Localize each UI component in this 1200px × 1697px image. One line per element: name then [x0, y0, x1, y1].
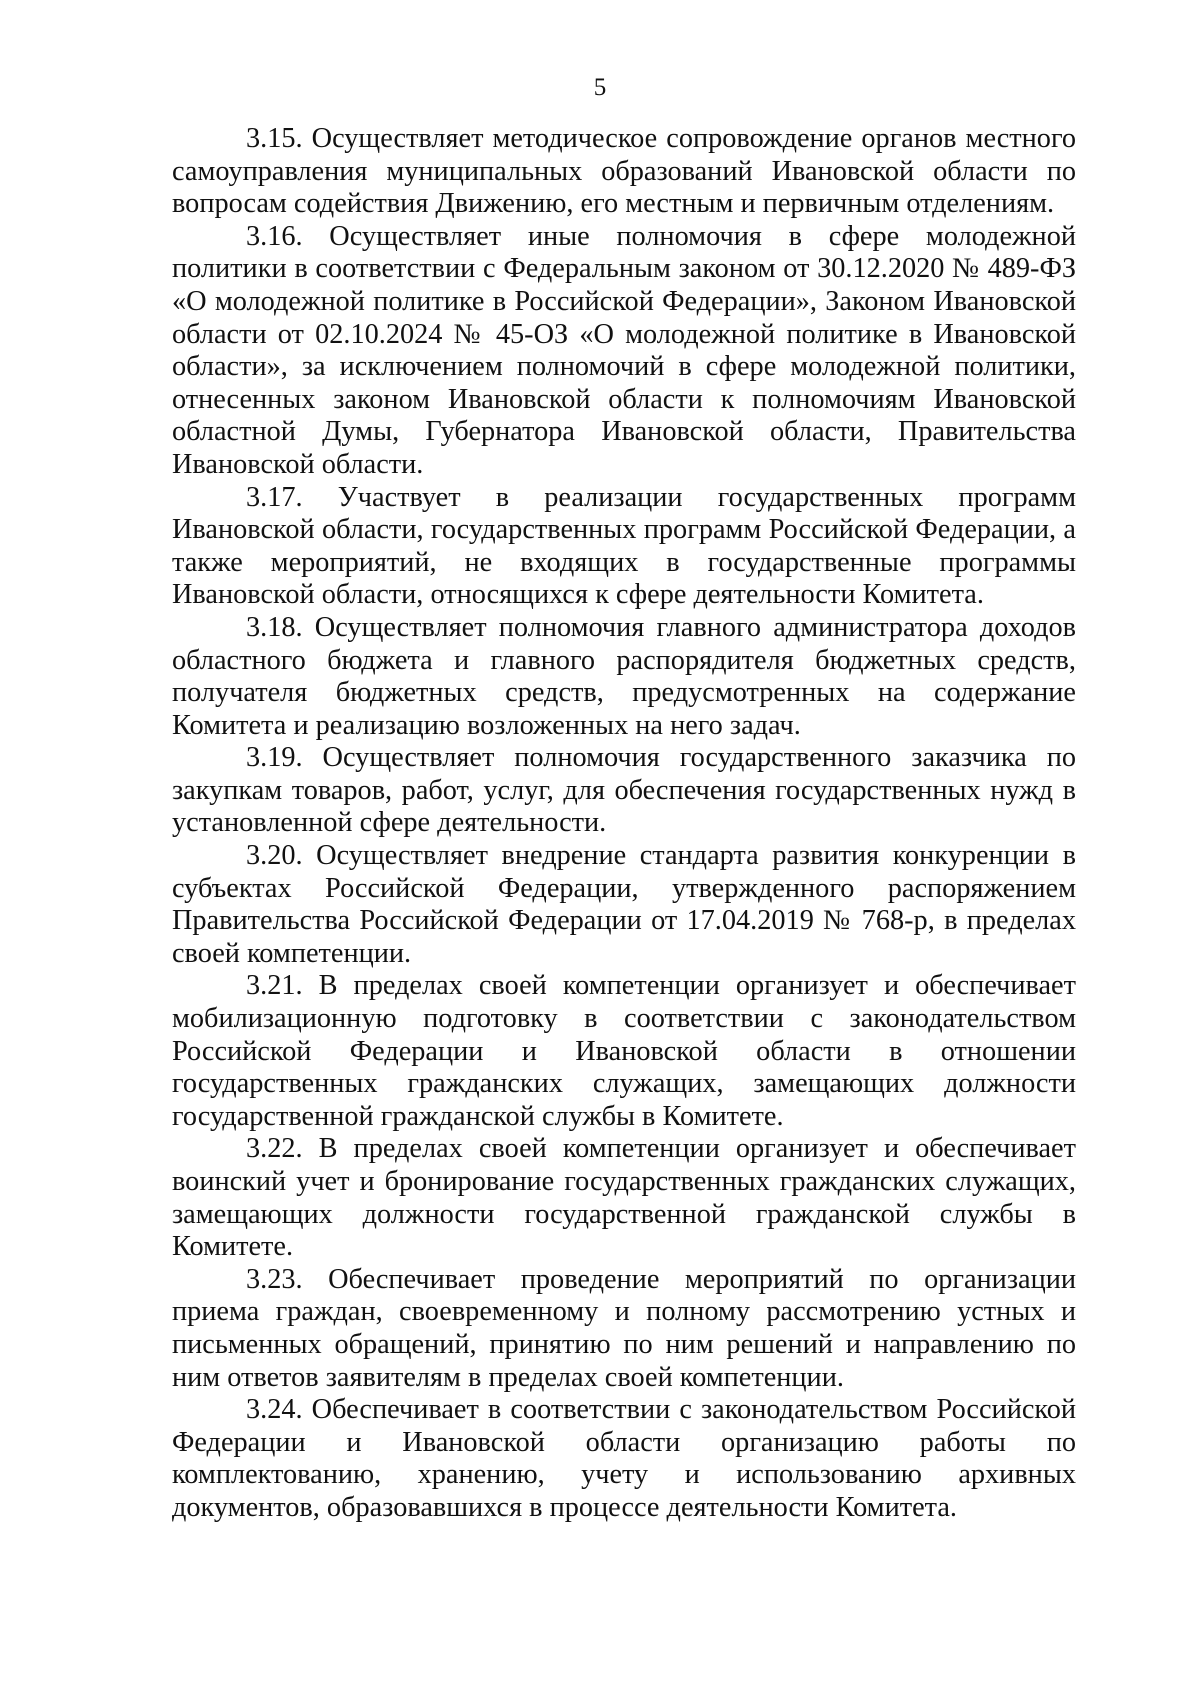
clause-3-19: 3.19. Осуществляет полномочия государственного заказчика по закупкам товаров, работ, услуг, для обеспечения государственных нужд в установленной сфере деятельности. [172, 742, 1076, 839]
clause-3-17: 3.17. Участвует в реализации государственных программ Ивановской области, государственных программ Российской Федерации, а также мероприятий, не входящих в государственные программы Ивановской области, относящихся к сфере деятельности Комитета. [172, 481, 1076, 611]
clause-3-21: 3.21. В пределах своей компетенции организует и обеспечивает мобилизационную подготовку в соответствии с законодательством Российской Федерации и Ивановской области в отношении государственных гражданских служащих, замещающих должности государственной гражданской службы в Комитете. [172, 970, 1076, 1132]
document-body [172, 123, 1076, 1525]
clause-3-16: 3.16. Осуществляет иные полномочия в сфере молодежной политики в соответствии с Федеральным законом от 30.12.2020 № 489-ФЗ «О молодежной политике в Российской Федерации», Законом Ивановской области от 02.10.2024 № 45-ОЗ «О молодежной политике в Ивановской области», за исключением полномочий в сфере молодежной политики, отнесенных законом Ивановской области к полномочиям Ивановской областной Думы, Губернатора Ивановской области, Правительства Ивановской области. [172, 220, 1076, 480]
clause-3-20: 3.20. Осуществляет внедрение стандарта развития конкуренции в субъектах Российской Федерации, утвержденного распоряжением Правительства Российской Федерации от 17.04.2019 № 768-р, в пределах своей компетенции. [172, 840, 1076, 969]
clause-3-15: 3.15. Осуществляет методическое сопровождение органов местного самоуправления муниципальных образований Ивановской области по вопросам содействия Движению, его местным и первичным отделениям. [172, 123, 1076, 220]
clause-3-22: 3.22. В пределах своей компетенции организует и обеспечивает воинский учет и бронирование государственных гражданских служащих, замещающих должности государственной гражданской службы в Комитете. [172, 1133, 1076, 1263]
page-number: 5 [593, 74, 607, 101]
clause-3-23: 3.23. Обеспечивает проведение мероприятий по организации приема граждан, своевременному и полному рассмотрению устных и письменных обращений, принятию по ним решений и направлению по ним ответов заявителям в пределах своей компетенции. [172, 1263, 1076, 1393]
clause-3-18: 3.18. Осуществляет полномочия главного администратора доходов областного бюджета и главного распорядителя бюджетных средств, получателя бюджетных средств, предусмотренных на содержание Комитета и реализацию возложенных на него задач. [172, 611, 1076, 741]
clause-3-24: 3.24. Обеспечивает в соответствии с законодательством Российской Федерации и Ивановской области организацию работы по комплектованию, хранению, учету и использованию архивных документов, образовавшихся в процессе деятельности Комитета. [172, 1394, 1076, 1523]
